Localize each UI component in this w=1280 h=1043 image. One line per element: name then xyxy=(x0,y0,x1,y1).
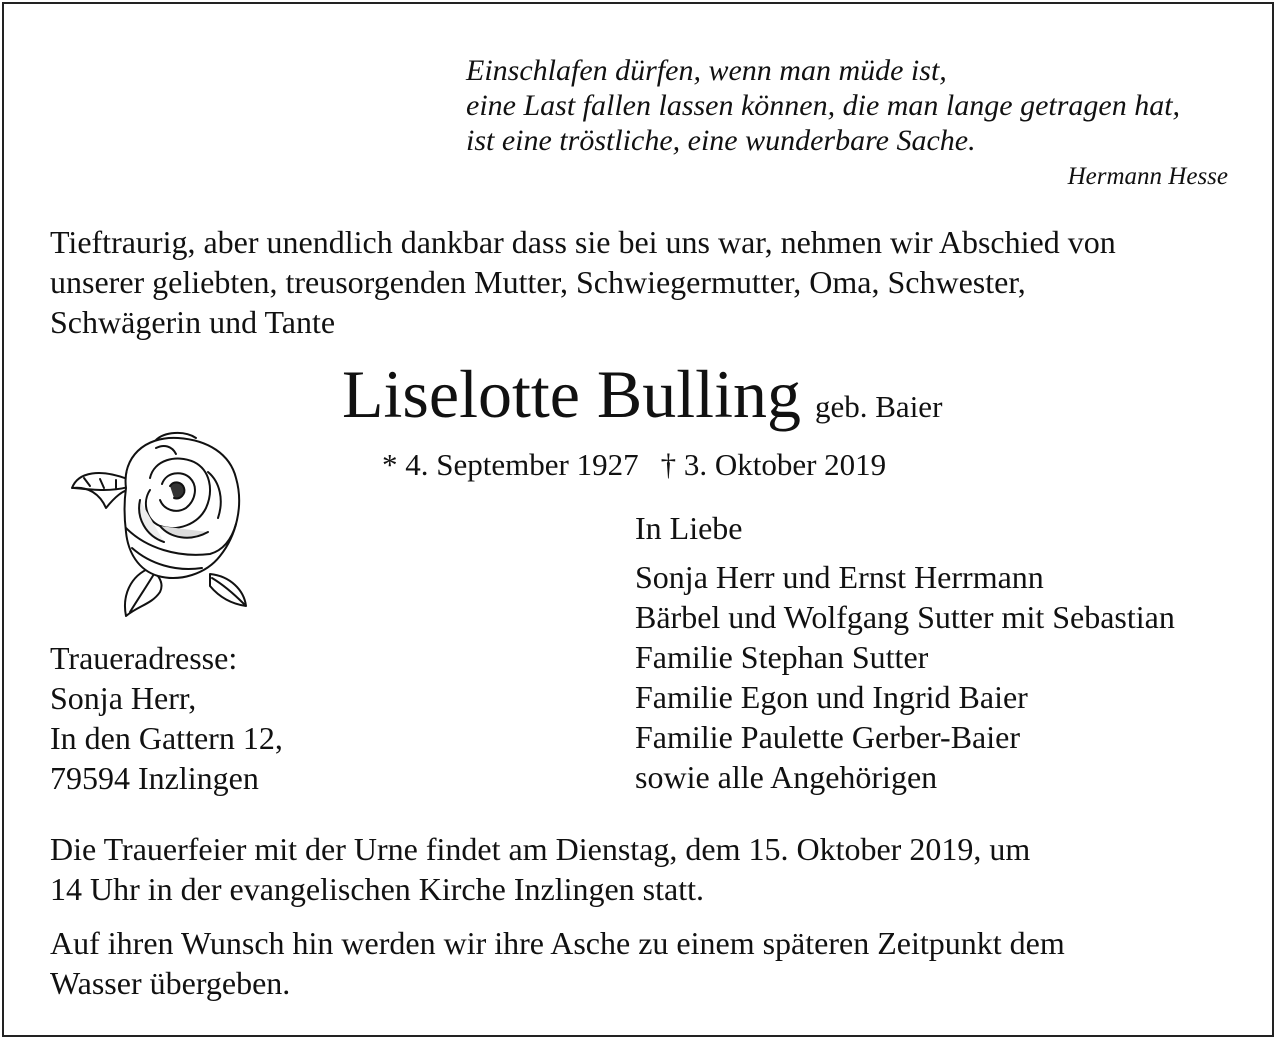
intro-line-1: Tieftraurig, aber unendlich dankbar dass sie bei uns war, nehmen wir Abschied von xyxy=(50,224,1116,260)
address-line-name: Sonja Herr, xyxy=(50,680,197,716)
family-line: Sonja Herr und Ernst Herrmann xyxy=(635,559,1044,595)
wish-line-2: Wasser übergeben. xyxy=(50,965,291,1001)
address-line-city: 79594 Inzlingen xyxy=(50,760,259,796)
maiden-name: geb. Baier xyxy=(815,389,943,424)
rose-icon xyxy=(60,428,290,624)
quote-line-1: Einschlafen dürfen, wenn man müde ist, xyxy=(466,54,947,87)
intro-line-3: Schwägerin und Tante xyxy=(50,304,336,340)
quote-line-3: ist eine tröstliche, eine wunderbare Sache. xyxy=(466,124,976,157)
service-line-2: 14 Uhr in der evangelischen Kirche Inzlingen statt. xyxy=(50,871,704,907)
life-dates xyxy=(382,449,886,480)
obituary-notice xyxy=(2,2,1274,1037)
family-line: Familie Paulette Gerber-Baier xyxy=(635,719,1020,755)
address-heading: Traueradresse: xyxy=(50,640,238,676)
quote-author: Hermann Hesse xyxy=(1067,163,1228,190)
family-line: Familie Egon und Ingrid Baier xyxy=(635,679,1028,715)
death-date: † 3. Oktober 2019 xyxy=(660,447,887,482)
family-line: Bärbel und Wolfgang Sutter mit Sebastian xyxy=(635,599,1175,635)
family-line: Familie Stephan Sutter xyxy=(635,639,929,675)
family-line: sowie alle Angehörigen xyxy=(635,759,938,795)
birth-date: * 4. September 1927 xyxy=(382,447,639,482)
deceased-name: Liselotte Bulling xyxy=(342,356,801,432)
family-heading: In Liebe xyxy=(635,510,743,546)
intro-line-2: unserer geliebten, treusorgenden Mutter, Schwiegermutter, Oma, Schwester, xyxy=(50,264,1026,300)
address-line-street: In den Gattern 12, xyxy=(50,720,283,756)
service-line-1: Die Trauerfeier mit der Urne findet am Dienstag, dem 15. Oktober 2019, um xyxy=(50,831,1031,867)
quote-line-2: eine Last fallen lassen können, die man lange getragen hat, xyxy=(466,89,1181,122)
wish-line-1: Auf ihren Wunsch hin werden wir ihre Asche zu einem späteren Zeitpunkt dem xyxy=(50,925,1065,961)
